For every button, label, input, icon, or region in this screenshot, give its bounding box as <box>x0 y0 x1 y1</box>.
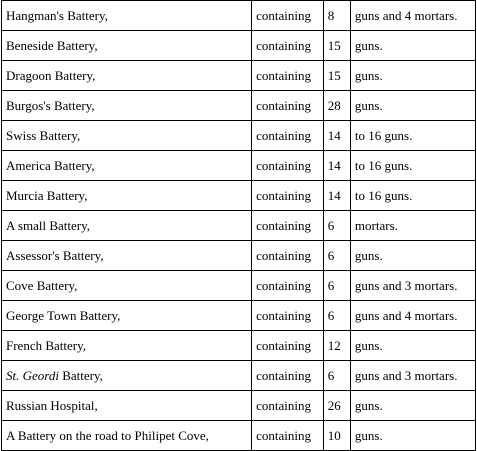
battery-table <box>1 0 476 451</box>
containing-cell: containing <box>252 61 324 91</box>
armament-cell: guns. <box>350 241 475 271</box>
battery-name-cell <box>2 391 252 421</box>
battery-name: Battery, <box>58 367 103 383</box>
battery-name-cell <box>2 61 252 91</box>
containing-cell: containing <box>252 181 324 211</box>
table-row <box>2 151 476 181</box>
battery-name-cell <box>2 181 252 211</box>
battery-name: America Battery, <box>6 157 95 173</box>
battery-name: Russian Hospital, <box>6 397 98 413</box>
table-row <box>2 1 476 31</box>
count-cell: 14 <box>323 121 350 151</box>
armament-cell: guns. <box>350 331 475 361</box>
battery-name: Burgos's Battery, <box>6 97 95 113</box>
count-cell: 14 <box>323 151 350 181</box>
battery-name-cell <box>2 121 252 151</box>
armament-cell: guns. <box>350 61 475 91</box>
table-row <box>2 31 476 61</box>
armament-cell: guns. <box>350 421 475 451</box>
armament-cell: guns. <box>350 91 475 121</box>
containing-cell: containing <box>252 121 324 151</box>
table-row <box>2 181 476 211</box>
count-cell: 14 <box>323 181 350 211</box>
table-row <box>2 121 476 151</box>
containing-cell: containing <box>252 421 324 451</box>
armament-cell: guns and 3 mortars. <box>350 361 475 391</box>
count-cell: 12 <box>323 331 350 361</box>
battery-table-body <box>2 1 476 451</box>
containing-cell: containing <box>252 91 324 121</box>
count-cell: 6 <box>323 211 350 241</box>
table-row <box>2 331 476 361</box>
battery-name-cell <box>2 361 252 391</box>
battery-name: Dragoon Battery, <box>6 67 96 83</box>
battery-name-cell <box>2 241 252 271</box>
armament-cell: guns and 3 mortars. <box>350 271 475 301</box>
table-row <box>2 271 476 301</box>
table-row <box>2 61 476 91</box>
battery-name: Murcia Battery, <box>6 187 88 203</box>
battery-name: French Battery, <box>6 337 87 353</box>
battery-name: A small Battery, <box>6 217 91 233</box>
count-cell: 6 <box>323 361 350 391</box>
armament-cell: guns and 4 mortars. <box>350 1 475 31</box>
battery-name-cell <box>2 91 252 121</box>
table-row <box>2 421 476 451</box>
battery-name: Cove Battery, <box>6 277 78 293</box>
count-cell: 15 <box>323 31 350 61</box>
battery-name-cell <box>2 211 252 241</box>
containing-cell: containing <box>252 331 324 361</box>
battery-name-cell <box>2 301 252 331</box>
battery-name: Swiss Battery, <box>6 127 81 143</box>
table-row <box>2 211 476 241</box>
battery-name: Assessor's Battery, <box>6 247 104 263</box>
armament-cell: guns. <box>350 391 475 421</box>
count-cell: 6 <box>323 271 350 301</box>
count-cell: 15 <box>323 61 350 91</box>
battery-name: Beneside Battery, <box>6 37 98 53</box>
containing-cell: containing <box>252 361 324 391</box>
battery-name: Hangman's Battery, <box>6 7 108 23</box>
containing-cell: containing <box>252 301 324 331</box>
battery-name: A Battery on the road to Philipet Cove, <box>6 427 209 443</box>
containing-cell: containing <box>252 211 324 241</box>
battery-name-cell <box>2 421 252 451</box>
armament-cell: to 16 guns. <box>350 151 475 181</box>
containing-cell: containing <box>252 241 324 271</box>
count-cell: 8 <box>323 1 350 31</box>
armament-cell: guns and 4 mortars. <box>350 301 475 331</box>
table-row <box>2 361 476 391</box>
armament-cell: to 16 guns. <box>350 181 475 211</box>
armament-cell: guns. <box>350 31 475 61</box>
count-cell: 10 <box>323 421 350 451</box>
containing-cell: containing <box>252 31 324 61</box>
battery-name: George Town Battery, <box>6 307 121 323</box>
battery-name-cell <box>2 1 252 31</box>
battery-name-italic: St. Geordi <box>6 367 59 383</box>
containing-cell: containing <box>252 391 324 421</box>
count-cell: 26 <box>323 391 350 421</box>
battery-name-cell <box>2 271 252 301</box>
table-row <box>2 301 476 331</box>
battery-name-cell <box>2 31 252 61</box>
count-cell: 6 <box>323 301 350 331</box>
containing-cell: containing <box>252 151 324 181</box>
count-cell: 28 <box>323 91 350 121</box>
containing-cell: containing <box>252 1 324 31</box>
containing-cell: containing <box>252 271 324 301</box>
table-row <box>2 391 476 421</box>
table-row <box>2 241 476 271</box>
armament-cell: mortars. <box>350 211 475 241</box>
battery-name-cell <box>2 331 252 361</box>
armament-cell: to 16 guns. <box>350 121 475 151</box>
battery-name-cell <box>2 151 252 181</box>
count-cell: 6 <box>323 241 350 271</box>
table-row <box>2 91 476 121</box>
